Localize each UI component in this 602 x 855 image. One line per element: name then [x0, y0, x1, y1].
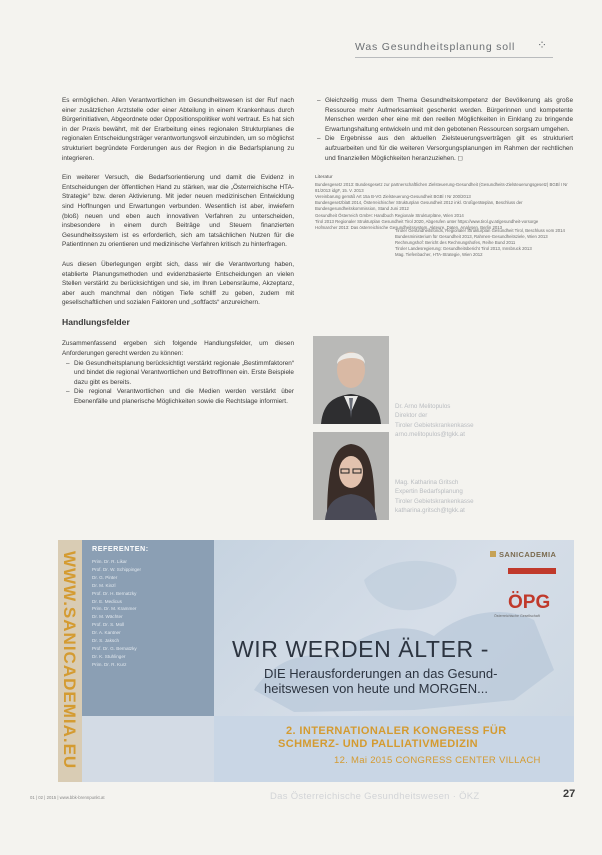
- ad-referents-title: REFERENTEN:: [92, 544, 149, 553]
- end-mark-icon: ◻: [457, 154, 463, 162]
- reference-item: Bundesministerium für Gesundheit 2013, Rahmen-Gesundheitsziele, Wien 2013: [395, 234, 548, 240]
- footer-journal: Das Österreichische Gesundheitswesen · ÖKZ: [270, 791, 480, 802]
- referent: Dr. G. Pinter: [92, 574, 118, 580]
- referent: Prof. Dr. S. Moll: [92, 622, 125, 628]
- ad-congress-line-2: SCHMERZ- UND PALLIATIVMEDIZIN: [278, 738, 479, 750]
- author-org: Tiroler Gebietskrankenkasse: [395, 497, 474, 505]
- referent: Prim. Dr. M. Krammer: [92, 606, 137, 612]
- bullet-item: – Die regional Verantwortlichen und die Medien werden verstärkt über Ebenenfälle und planerische Möglichkeiten sowie die Rechtslage informiert.: [68, 387, 294, 406]
- footer-issue: 01 | 02 | 2015 | www.bbk-brennpunkt.at: [30, 795, 105, 800]
- reference-item: Mag. Tiefenbacher, HTA-Strategie, Wien 2012: [395, 252, 483, 258]
- sanicademia-logo: SANICADEMIA: [490, 550, 556, 559]
- section-title: Was Gesundheitsplanung soll: [355, 41, 516, 53]
- reference-item: Tiroler Landesregierung: Gesundheitsbericht Tirol 2013, Innsbruck 2013: [395, 246, 532, 252]
- author-org: Tiroler Gebietskrankenkasse: [395, 421, 474, 429]
- bullet-item: – Gleichzeitig muss dem Thema Gesundheitskompetenz der Bevölkerung als große Ressource mehr Aufmerksamkeit geschenkt werden. Bürgerinnen und kompetente Menschen werden eher eine mit den reellen Möglichkeiten in Einklang zu bringende Erwartungshaltung entwickeln und mit den gebotenen Ressourcen sorgsam umgehen.: [319, 96, 573, 134]
- bullet-list: [62, 359, 294, 407]
- author-role: Expertin Bedarfsplanung: [395, 488, 463, 496]
- page-number: 27: [563, 788, 576, 800]
- author-email: katharina.gritsch@tgkk.at: [395, 507, 465, 515]
- ad-red-bar: [508, 568, 556, 574]
- ad-headline: WIR WERDEN ÄLTER -: [232, 636, 489, 662]
- paragraph: Es ermöglichen. Allen Verantwortlichen im Gesundheitswesen ist der Ruf nach einer zusätzlichen Arztstelle oder einer Abteilung in einem Krankenhaus durch Bürgerinitiativen, Abgeordnete oder Oppositionspolitiker wohl vertraut. Es hat sich in der Praxis bewährt, mit der Erarbeitung eines regionalen Strukturplanes die regionalen Entscheidungsträger verantwortungsvoll einzubinden, um so möglichst strukturiert begründete Forderungen aus der Region in die Bedarfsplanung zu integrieren.: [62, 97, 294, 162]
- bullet-item: – Die Ergebnisse aus den aktuellen Zielsteuerungsverträgen gilt es strukturiert aufzuarbeiten und für die weiteren Versorgungsplanungen im Rahmen der rechtlichen und finanziellen Möglichkeiten heranzuziehen. ◻: [319, 134, 573, 163]
- referent: Dr. M. Wächter: [92, 614, 123, 620]
- advertisement[interactable]: [58, 540, 574, 782]
- reference-item: Bundesgesetzblatt 2014, Österreichischer Strukturplan Gesundheit 2012 inkl. Großgeräteplan, Beschluss der Bundesgesundheitskommission, Stand Juni 2012: [315, 200, 523, 212]
- author-name: Mag. Katharina Gritsch: [395, 479, 459, 486]
- referent: Prof. Dr. H. Bernatzky: [92, 590, 137, 596]
- paragraph: Zusammenfassend ergeben sich folgende Handlungsfelder, um diesen Anforderungen gerecht werden zu können:: [62, 340, 294, 358]
- references-title: Literatur: [315, 175, 333, 180]
- author-name: Dr. Arno Melitopulos: [395, 403, 451, 410]
- reference-item: Gesundheit Österreich GmbH: Handbuch Regionale Strukturpläne, Wien 2014: [315, 212, 464, 218]
- reference-item: Bundesgesetz 2013: Bundesgesetz zur partnerschaftlichen Zielsteuerung-Gesundheit (Gesundheits-Zielsteuerungsgesetz) BGBl I Nr 81/2013 idgF, 15. V. 2013: [315, 182, 568, 194]
- paragraph: Ein weiterer Versuch, die Bedarfsorientierung und damit die Evidenz in Entscheidungen der öffentlichen Hand zu stärken, war die „Österreichische HTA-Strategie“ bzw. deren Aktivierung. Mit jeder neuen medizinischen Entwicklung sind Hoffnungen und Erwartungen verbunden. Wesentlich ist aber, inwiefern (bloß) neuen und eben auch innovativen Verfahren zu unterscheiden, insbesondere in einem durch Beiträge und Steuern finanzierten Gesundheitssystem ist es erforderlich, sich am tatsächlichen Nutzen für die PatientInnen zu orientieren und medizinische Verfahren kritisch zu hinterfragen.: [62, 174, 294, 249]
- reference-item: Tirol 2013 Regionaler Strukturplan Gesundheit Tirol 2020, Abgerufen unter https://www.tirol.gv.at/gesundheit-vorsorge: [315, 218, 539, 224]
- header-rule: [355, 57, 553, 58]
- referent: Dr. A. Kantner: [92, 630, 121, 636]
- ad-congress-date: 12. Mai 2015 CONGRESS CENTER VILLACH: [334, 755, 541, 766]
- referent: Prof. Dr. G. Bernatzky: [92, 645, 137, 651]
- reference-item: Vereinbarung gemäß Art 15a B-VG Zielsteuerung-Gesundheit BGBl I Nr 200/2013: [315, 194, 471, 200]
- referent: Dr. K. Stuhlinger: [92, 653, 126, 659]
- ad-url[interactable]: WWW.SANICADEMIA.EU: [60, 551, 79, 770]
- bullet-item: – Die Gesundheitsplanung berücksichtigt verstärkt regionale „Bestimmfaktoren“ und bindet die regional Verantwortlichen und BetroffInnen ein. Erste Beispiele dazu gibt es bereits.: [68, 359, 294, 388]
- ad-lower-left-panel: [82, 716, 214, 782]
- references: [315, 175, 573, 231]
- author-email: arno.melitopulos@tgkk.at: [395, 431, 465, 439]
- bullet-list: [315, 96, 573, 163]
- references-continued: [395, 228, 575, 258]
- referent: Dr. M. Kinzl: [92, 582, 116, 588]
- reference-item: Hofmarcher 2013: Das österreichische Gesundheitssystem. Akteure, Daten, Analysen. Berlin 2013: [315, 224, 503, 230]
- ad-subheadline: DIE Herausforderungen an das Gesund- heitswesen von heute und MORGEN...: [264, 666, 498, 696]
- author-photo-2: [313, 432, 389, 520]
- author-2-caption: [395, 478, 474, 516]
- right-column: [315, 96, 573, 163]
- section-heading: Handlungsfelder: [62, 316, 130, 327]
- referent: Prim. Dr. R. Likar: [92, 559, 127, 564]
- paragraph: Aus diesen Überlegungen ergibt sich, dass wir die Verantwortung haben, etablierte Planungsmethoden und evidenzbasierte Entscheidungen an vielen Stellen verstärkt zu berücksichtigen und sie, im Ihren Lebensräume, Akzeptanz, aber auch manchmal den nötigen Tiefe schliff zu geben, zudem mit gesellschaftlichen und sozialen Faktoren und „softfacts“ anzureichern.: [62, 260, 294, 307]
- portrait-man-icon: [313, 336, 389, 424]
- ad-referents-list: [92, 558, 141, 669]
- reference-item: Rechnungshof: Bericht des Rechnungshofes, Reihe Bund 2011: [395, 240, 516, 246]
- ad-congress-line-1: 2. INTERNATIONALER KONGRESS FÜR: [286, 725, 507, 737]
- author-role: Direktor der: [395, 412, 428, 420]
- author-photo-1: [313, 336, 389, 424]
- opg-logo: ÖPG: [508, 592, 551, 613]
- portrait-woman-icon: [313, 432, 389, 520]
- reference-item: Tiroler Gesundheitsfonds, Regionaler Strukturplan Gesundheit Tirol, Beschluss vom 2014: [395, 228, 565, 233]
- author-1-caption: [395, 402, 474, 440]
- referent: Dr. E. Medicus: [92, 598, 122, 604]
- opg-subtitle: Österreichische Gesellschaft: [494, 614, 540, 618]
- left-column: [62, 96, 294, 407]
- grid-dots-icon: ⁘: [537, 38, 548, 52]
- referent: Prim. Dr. R. Kurz: [92, 661, 127, 667]
- referent: Prof. Dr. W. Schippinger: [92, 566, 142, 572]
- referent: Dr. S. Jaksch: [92, 638, 120, 644]
